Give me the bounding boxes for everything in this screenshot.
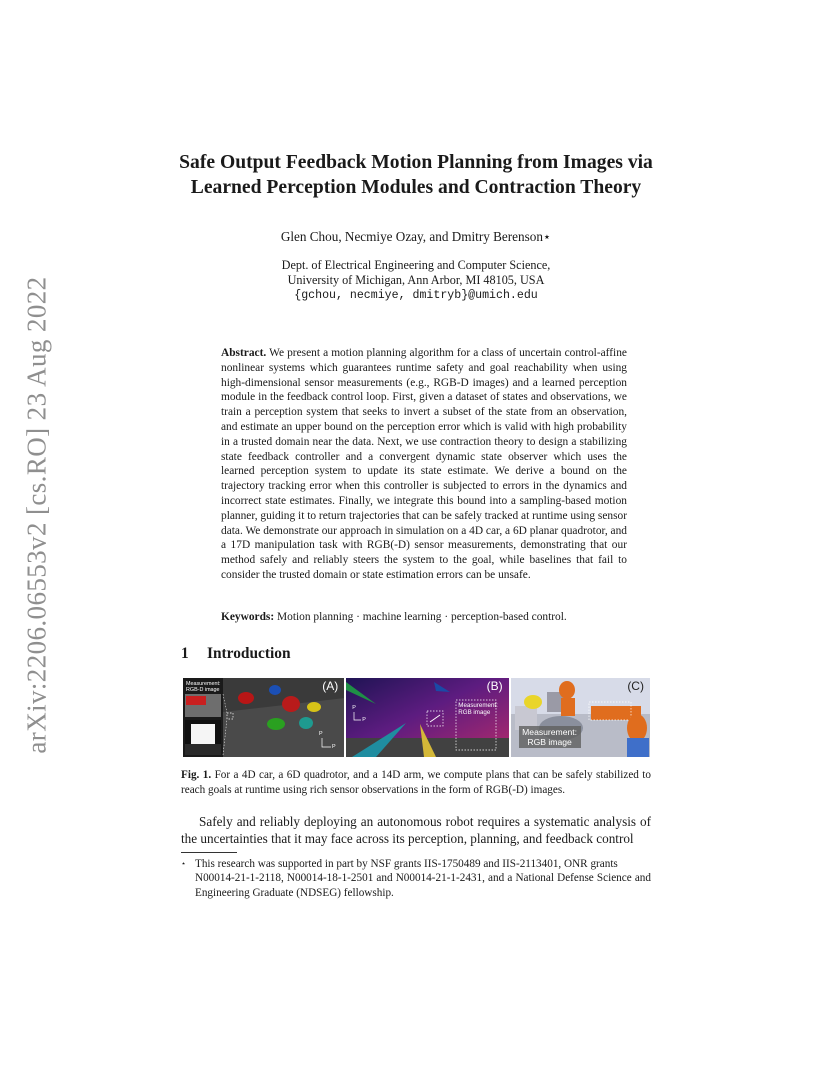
caption-text: For a 4D car, a 6D quadrotor, and a 14D arm, we compute plans that can be safely stabilized to reach goals at runtime using rich sensor observations in the form of RGB(-D) images.: [181, 769, 651, 796]
figure-panel-quadrotor: [346, 678, 508, 757]
affiliation-line-1: Dept. of Electrical Engineering and Computer Science,: [281, 258, 551, 272]
author-list: Glen Chou, Necmiye Ozay, and Dmitry Berenson⋆: [280, 229, 552, 244]
quadrotor-scene-image: [346, 678, 508, 757]
footnote-rule: [181, 852, 237, 853]
footnote: [181, 857, 651, 900]
figure-caption: [181, 768, 651, 798]
section-heading: [181, 645, 291, 663]
title-line-1: Safe Output Feedback Motion Planning from Images via: [179, 152, 653, 173]
panel-c-label: (C): [627, 679, 644, 693]
body-paragraph: Safely and reliably deploying an autonomous robot requires a systematic analysis of the uncertainties that it may face across its perception, planning, and feedback control: [181, 814, 651, 847]
footnote-line-1: [181, 857, 651, 871]
car-axis-py: P: [319, 731, 323, 737]
arxiv-identifier: [22, 270, 52, 760]
section-number: 1: [181, 645, 189, 662]
arm-inset-label: Measurement: RGB image: [519, 726, 581, 748]
footnote-line-1-text: This research was supported in part by NSF grants IIS-1750489 and IIS-2113401, ONR grants: [195, 858, 618, 870]
quadrotor-inset-label: Measurement: RGB image: [458, 702, 498, 716]
quadrotor-axis-pz: P: [352, 705, 356, 711]
keywords-text: Motion planning · machine learning · perception-based control.: [277, 611, 567, 623]
footnote-mark: ⋆: [181, 859, 187, 868]
section-title: Introduction: [207, 645, 291, 662]
footnote-rest: N00014-21-1-2118, N00014-18-1-2501 and N00014-21-1-2431, and a National Defense Science and Engineering Graduate (NDSEG) fellowship.: [195, 872, 651, 899]
panel-a-label: (A): [322, 679, 339, 693]
figure-panel-car: [183, 678, 344, 757]
figure-panel-arm: [511, 678, 650, 757]
keywords: [221, 611, 627, 623]
car-axis-px: P: [332, 744, 336, 750]
paper-title: [140, 150, 692, 200]
car-inset-label: Measurement: RGB-D image: [186, 681, 221, 693]
affiliation: [140, 258, 692, 304]
caption-label: Fig. 1.: [181, 769, 212, 781]
title-line-2: Learned Perception Modules and Contraction Theory: [190, 177, 642, 198]
author-email: {gchou, necmiye, dmitryb}@umich.edu: [294, 289, 538, 303]
abstract: [221, 346, 627, 583]
body-text: [181, 813, 651, 848]
abstract-label: Abstract.: [221, 347, 267, 359]
quadrotor-axis-px: P: [362, 717, 366, 723]
keywords-label: Keywords:: [221, 611, 275, 623]
panel-b-label: (B): [486, 679, 503, 693]
affiliation-line-2: University of Michigan, Ann Arbor, MI 48105, USA: [287, 273, 545, 288]
arxiv-identifier-text: arXiv:2206.06553v2 [cs.RO] 23 Aug 2022: [21, 276, 52, 754]
figure-1: [183, 678, 650, 757]
abstract-text: We present a motion planning algorithm for a class of uncertain control-affine nonlinear systems which guarantees runtime safety and goal reachability when using high-dimensional sensor measurements (e.g., RGB-D images) and a learned perception module in the feedback control loop. First, given a dataset of states and observations, we train a perception system that seeks to invert a subset of the state from an observation, and estimate an upper bound on the perception error which is valid with high probability in a trusted domain near the data. Next, we use contraction theory to design a stabilizing state feedback controller and a convergent dynamic state observer which uses the learned perception system to update its state estimate. We derive a bound on the trajectory tracking error when this controller is subjected to errors in the dynamics and incorrect state estimates. Finally, we integrate this bound into a sampling-based motion planner, guiding it to return trajectories that can be safely tracked at runtime using sensor data. We demonstrate our approach in simulation on a 4D car, a 6D planar quadrotor, and a 17D manipulation task with RGB(-D) sensor measurements, demonstrating that our method safely and reliably steers the system to the goal, while baselines that fail to consider the trusted domain or state estimation errors can be unsafe.: [221, 347, 627, 581]
